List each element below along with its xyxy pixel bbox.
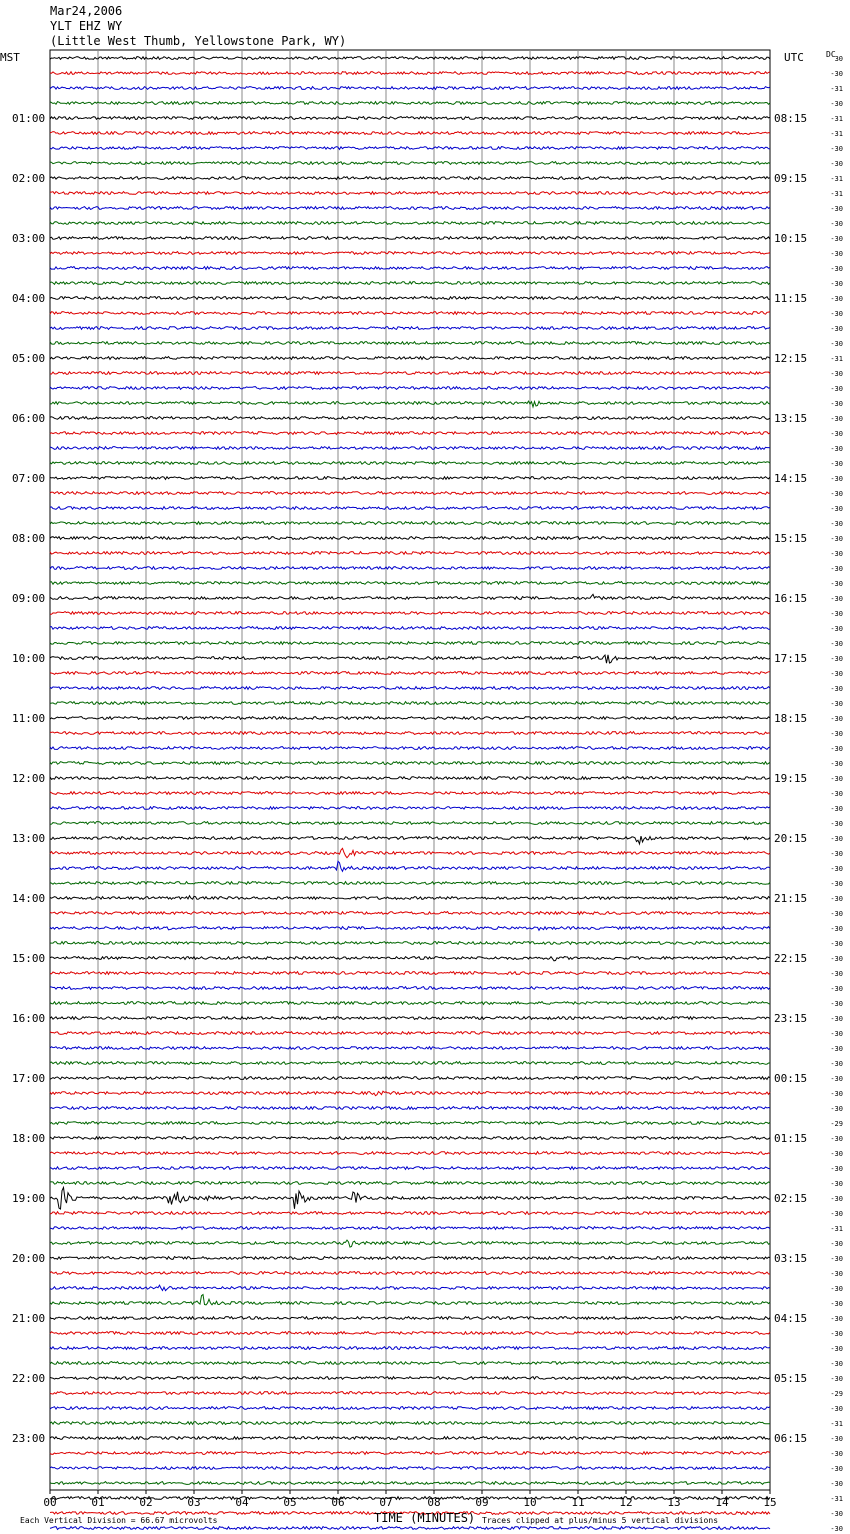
seismic-trace [50,417,770,420]
dc-offset: -30 [830,595,843,603]
seismic-trace [50,836,770,844]
seismic-trace [50,1452,770,1455]
x-tick-label: 14 [715,1496,729,1509]
seismic-trace [50,594,770,599]
dc-offset: -30 [830,400,843,408]
hour-label-mst: 22:00 [12,1372,46,1385]
x-tick-label: 04 [235,1496,249,1509]
seismic-trace [50,582,770,585]
hour-label-utc: 02:15 [774,1192,808,1205]
hour-label-mst: 12:00 [12,772,46,785]
dc-offset: -30 [830,1270,843,1278]
dc-offset: -30 [830,1105,843,1113]
seismic-trace [50,655,770,663]
seismic-trace [50,507,770,510]
dc-offset: -31 [830,1420,843,1428]
dc-offset: -30 [830,1345,843,1353]
dc-offset: -30 [830,700,843,708]
seismic-trace [50,1362,770,1365]
hour-label-utc: 01:15 [774,1132,808,1145]
dc-offset: -30 [830,1045,843,1053]
x-tick-label: 15 [763,1496,777,1509]
dc-offset: -30 [830,1015,843,1023]
seismic-trace [50,747,770,750]
dc-offset: -30 [830,715,843,723]
hour-label-utc: 08:15 [774,112,808,125]
hour-label-mst: 01:00 [12,112,46,125]
dc-offset: -30 [830,1450,843,1458]
dc-offset: -29 [830,1390,843,1398]
hour-label-mst: 20:00 [12,1252,46,1265]
dc-offset: -30 [830,1375,843,1383]
hour-label-utc: 13:15 [774,412,808,425]
seismic-trace [50,702,770,705]
seismic-trace [50,1107,770,1110]
x-tick-label: 10 [523,1496,537,1509]
seismic-trace [50,1062,770,1065]
hour-label-mst: 14:00 [12,892,46,905]
dc-offset: -29 [830,1120,843,1128]
seismic-trace [50,207,770,210]
dc-offset: -30 [830,1150,843,1158]
dc-offset: -30 [830,1300,843,1308]
dc-offset: -30 [830,325,843,333]
seismic-trace [50,1047,770,1050]
seismic-trace [50,297,770,300]
dc-offset: -30 [830,730,843,738]
hour-label-utc: 03:15 [774,1252,808,1265]
dc-offset: -31 [830,1495,843,1503]
dc-offset: -30 [830,520,843,528]
seismic-trace [50,492,770,495]
dc-offset: -30 [830,640,843,648]
dc-offset: -30 [830,1480,843,1488]
dc-offset: -30 [830,145,843,153]
dc-offset: -30 [830,415,843,423]
seismic-trace [50,1122,770,1125]
dc-offset: -30 [830,565,843,573]
seismic-trace [50,327,770,330]
utc-label: UTC [784,51,804,64]
hour-label-mst: 19:00 [12,1192,46,1205]
seismic-trace [50,1482,770,1485]
seismic-trace [50,372,770,375]
seismic-trace [50,282,770,285]
x-tick-label: 09 [475,1496,489,1509]
x-tick-label: 00 [43,1496,57,1509]
dc-offset: -30 [830,505,843,513]
seismic-trace [50,1497,770,1500]
dc-offset: -30 [830,805,843,813]
seismic-trace [50,687,770,690]
dc-offset: -30 [830,460,843,468]
seismic-trace [50,1295,770,1305]
seismic-trace [50,957,770,961]
location-label: (Little West Thumb, Yellowstone Park, WY) [50,34,347,48]
hour-label-utc: 16:15 [774,592,808,605]
hour-label-utc: 04:15 [774,1312,808,1325]
seismic-trace [50,432,770,435]
hour-label-mst: 06:00 [12,412,46,425]
dc-offset: -30 [830,970,843,978]
hour-label-utc: 10:15 [774,232,808,245]
dc-offset: 30 [834,55,843,63]
dc-offset: -30 [830,370,843,378]
seismic-trace [50,987,770,990]
dc-offset: -30 [830,925,843,933]
seismic-trace [50,717,770,720]
seismic-trace [50,222,770,225]
dc-offset: -31 [830,85,843,93]
dc-offset: -30 [830,310,843,318]
seismic-trace [50,807,770,810]
seismic-trace [50,72,770,75]
seismic-trace [50,612,770,615]
hour-label-utc: 09:15 [774,172,808,185]
dc-offset: -31 [830,130,843,138]
seismic-trace [50,552,770,555]
dc-offset: -30 [830,1090,843,1098]
seismic-trace [50,1182,770,1185]
seismic-trace [50,1407,770,1410]
seismic-trace [50,1332,770,1335]
hour-label-mst: 15:00 [12,952,46,965]
dc-offset: -30 [830,1315,843,1323]
x-tick-label: 02 [139,1496,153,1509]
x-axis-title: TIME (MINUTES) [374,1511,476,1525]
seismic-trace [50,1002,770,1005]
dc-offset: -30 [830,835,843,843]
dc-offset: -30 [830,1135,843,1143]
x-tick-label: 13 [667,1496,681,1509]
seismic-trace [50,1317,770,1320]
dc-offset: -30 [830,475,843,483]
seismic-trace [50,1077,770,1080]
hour-label-mst: 07:00 [12,472,46,485]
date-label: Mar24,2006 [50,4,123,18]
hour-label-utc: 00:15 [774,1072,808,1085]
seismic-trace [50,342,770,345]
seismic-trace [50,641,770,644]
dc-offset: -30 [830,1405,843,1413]
dc-offset: -31 [830,190,843,198]
dc-offset: -30 [830,625,843,633]
seismic-trace [50,1187,770,1209]
x-tick-label: 07 [379,1496,393,1509]
seismic-trace [50,1240,770,1247]
hour-label-utc: 12:15 [774,352,808,365]
dc-offset: -30 [830,385,843,393]
seismic-trace [50,462,770,465]
dc-offset: -30 [830,550,843,558]
hour-label-utc: 21:15 [774,892,808,905]
dc-offset: -30 [830,1255,843,1263]
hour-label-utc: 05:15 [774,1372,808,1385]
seismic-trace [50,312,770,315]
dc-offset: -30 [830,955,843,963]
seismic-trace [50,252,770,255]
seismic-trace [50,267,770,270]
dc-label: DC [826,50,836,59]
hour-label-mst: 17:00 [12,1072,46,1085]
hour-label-mst: 08:00 [12,532,46,545]
seismic-trace [50,1272,770,1275]
hour-label-utc: 19:15 [774,772,808,785]
dc-offset: -30 [830,160,843,168]
hour-label-utc: 18:15 [774,712,808,725]
dc-offset: -30 [830,1180,843,1188]
hour-label-utc: 11:15 [774,292,808,305]
dc-offset: -31 [830,1225,843,1233]
dc-offset: -30 [830,1510,843,1518]
seismic-trace [50,57,770,60]
dc-offset: -30 [830,985,843,993]
seismic-trace [50,1212,770,1215]
dc-offset: -31 [830,115,843,123]
scale-note: Each Vertical Division = 66.67 microvolts [20,1516,218,1525]
dc-offset: -30 [830,1285,843,1293]
dc-offset: -30 [830,880,843,888]
seismic-trace [50,1467,770,1470]
dc-offset: -30 [830,790,843,798]
dc-offset: -31 [830,355,843,363]
seismic-trace [50,1091,770,1096]
seismic-trace [50,447,770,450]
dc-offset: -30 [830,940,843,948]
seismic-trace [50,1032,770,1035]
dc-offset: -30 [830,535,843,543]
seismic-trace [50,132,770,135]
seismic-trace [50,1227,770,1230]
dc-offset: -30 [830,1075,843,1083]
hour-label-mst: 23:00 [12,1432,46,1445]
hour-label-mst: 04:00 [12,292,46,305]
seismic-trace [50,477,770,480]
x-tick-label: 06 [331,1496,345,1509]
hour-label-mst: 18:00 [12,1132,46,1145]
seismic-trace [50,1285,770,1290]
dc-offset: -30 [830,775,843,783]
dc-offset: -30 [830,745,843,753]
seismic-trace [50,896,770,900]
seismic-trace [50,882,770,885]
station-label: YLT EHZ WY [50,19,123,33]
dc-offset: -30 [830,235,843,243]
dc-offset: -30 [830,100,843,108]
hour-label-utc: 23:15 [774,1012,808,1025]
seismic-trace [50,192,770,195]
seismic-trace [50,627,770,630]
clip-note: Traces clipped at plus/minus 5 vertical divisions [482,1516,719,1525]
dc-offset: -30 [830,670,843,678]
dc-offset: -30 [830,610,843,618]
hour-label-mst: 13:00 [12,832,46,845]
seismic-trace [50,1152,770,1155]
dc-offset: -30 [830,1330,843,1338]
dc-offset: -30 [830,1210,843,1218]
hour-label-utc: 15:15 [774,532,808,545]
seismic-trace [50,1167,770,1170]
seismic-trace [50,117,770,120]
dc-offset: -30 [830,1465,843,1473]
dc-offset: -30 [830,655,843,663]
hour-label-utc: 17:15 [774,652,808,665]
seismic-trace [50,848,770,857]
hour-label-mst: 10:00 [12,652,46,665]
dc-offset: -30 [830,685,843,693]
seismic-trace [50,387,770,390]
dc-offset: -30 [830,220,843,228]
dc-offset: -30 [830,1525,843,1533]
seismic-trace [50,357,770,360]
x-tick-label: 08 [427,1496,441,1509]
hour-label-mst: 05:00 [12,352,46,365]
dc-offset: -30 [830,760,843,768]
hour-label-utc: 14:15 [774,472,808,485]
seismic-trace [50,822,770,825]
dc-offset: -30 [830,340,843,348]
seismic-trace [50,537,770,540]
dc-offset: -30 [830,580,843,588]
dc-offset: -30 [830,1195,843,1203]
seismic-trace [50,1347,770,1350]
seismic-trace [50,1437,770,1440]
dc-offset: -30 [830,250,843,258]
hour-label-mst: 09:00 [12,592,46,605]
dc-offset: -30 [830,895,843,903]
seismic-trace [50,672,770,675]
hour-label-mst: 02:00 [12,172,46,185]
seismic-trace [50,147,770,150]
seismic-trace [50,237,770,240]
seismic-trace [50,792,770,795]
seismic-trace [50,102,770,105]
dc-offset: -30 [830,820,843,828]
dc-offset: -30 [830,205,843,213]
x-tick-label: 12 [619,1496,633,1509]
seismic-trace [50,927,770,931]
seismic-trace [50,1257,770,1260]
hour-label-utc: 20:15 [774,832,808,845]
dc-offset: -30 [830,910,843,918]
seismic-trace [50,972,770,975]
traces [50,57,770,1534]
seismic-trace [50,401,770,407]
seismic-trace [50,1017,770,1020]
seismic-trace [50,762,770,765]
x-tick-label: 11 [571,1496,585,1509]
hour-label-utc: 06:15 [774,1432,808,1445]
x-tick-label: 05 [283,1496,297,1509]
seismic-trace [50,777,770,780]
dc-offset: -30 [830,490,843,498]
hour-label-mst: 11:00 [12,712,46,725]
hour-label-mst: 03:00 [12,232,46,245]
seismic-trace [50,1137,770,1140]
hour-label-mst: 21:00 [12,1312,46,1325]
seismic-trace [50,941,770,944]
dc-offset: -31 [830,175,843,183]
dc-offset: -30 [830,280,843,288]
seismic-trace [50,861,770,871]
dc-offset: -30 [830,1000,843,1008]
x-tick-label: 01 [91,1496,105,1509]
hour-label-mst: 16:00 [12,1012,46,1025]
seismic-trace [50,1422,770,1425]
seismic-trace [50,912,770,915]
seismic-trace [50,732,770,735]
dc-offset: -30 [830,1240,843,1248]
seismic-trace [50,162,770,165]
dc-offset: -30 [830,865,843,873]
dc-offset: -30 [830,850,843,858]
dc-offset: -30 [830,1060,843,1068]
dc-offset: -30 [830,1165,843,1173]
dc-offset: -30 [830,445,843,453]
dc-offset: -30 [830,1435,843,1443]
hour-label-utc: 22:15 [774,952,808,965]
seismic-trace [50,1392,770,1395]
seismic-trace [50,87,770,90]
seismic-trace [50,567,770,570]
seismic-trace [50,177,770,180]
seismic-trace [50,1527,770,1530]
dc-offset: -30 [830,265,843,273]
dc-offset: -30 [830,295,843,303]
seismic-trace [50,522,770,525]
dc-offset: -30 [830,1360,843,1368]
dc-offset: -30 [830,70,843,78]
dc-offset: -30 [830,1030,843,1038]
dc-offset: -30 [830,430,843,438]
seismic-trace [50,1377,770,1380]
mst-label: MST [0,51,20,64]
x-tick-label: 03 [187,1496,201,1509]
